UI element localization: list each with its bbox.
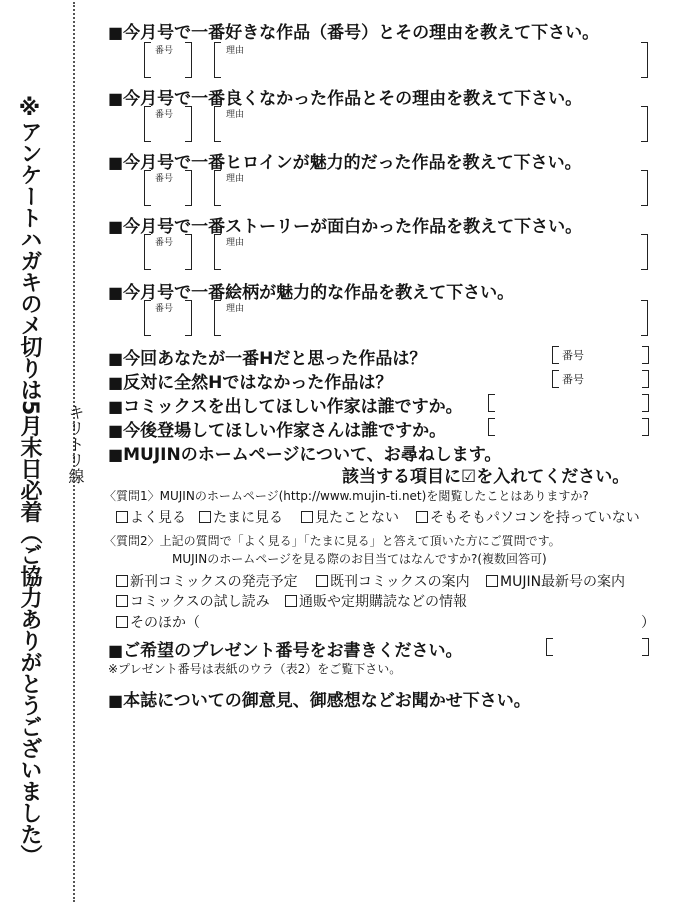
number-bracket-right: [185, 234, 192, 270]
reason-bracket-left: [214, 42, 221, 78]
survey-question-2-detail: MUJINのホームページを見る際のお目当てはなんですか?(複数回答可): [172, 552, 547, 566]
option-never[interactable]: 見たことない: [301, 507, 399, 527]
reason-bracket-left: [214, 300, 221, 336]
reason-bracket-right: [641, 106, 648, 142]
number-bracket-left: [144, 42, 151, 78]
checkbox[interactable]: [199, 511, 211, 523]
number-label: 番号: [562, 373, 584, 386]
reason-bracket-right: [641, 234, 648, 270]
option-latest-issue[interactable]: MUJIN最新号の案内: [486, 571, 625, 591]
survey-question-2: 〈質問2〉上記の質問で「よく見る」「たまに見る」と答えて頂いた方にご質問です。: [104, 534, 561, 548]
question-5: ■今月号で一番絵柄が魅力的な作品を教えて下さい。: [108, 283, 515, 303]
question-8: ■コミックスを出してほしい作家は誰ですか。: [108, 397, 463, 417]
question-10-instruction: 該当する項目に☑を入れてください。: [342, 467, 630, 487]
number-bracket-left: [552, 370, 559, 388]
number-bracket-right: [185, 300, 192, 336]
question-10: ■MUJINのホームページについて、お尋ねします。: [108, 445, 502, 465]
author-bracket-left: [488, 418, 495, 436]
question-7: ■反対に全然Hではなかった作品は？: [108, 373, 393, 393]
number-label: 番号: [155, 304, 174, 314]
number-label: 番号: [155, 110, 174, 120]
checkbox[interactable]: [301, 511, 313, 523]
number-label: 番号: [155, 46, 174, 56]
present-bracket-left: [546, 638, 553, 656]
number-label: 番号: [155, 174, 174, 184]
question-3: ■今月号で一番ヒロインが魅力的だった作品を教えて下さい。: [108, 153, 582, 173]
option-preview[interactable]: コミックスの試し読み: [116, 591, 270, 611]
author-bracket-right: [642, 394, 649, 412]
reason-bracket-right: [641, 170, 648, 206]
deadline-note: ※アンケートハガキのメ切りは5月末日必着（ご協力ありがとうございました）: [17, 96, 42, 867]
checkbox[interactable]: [316, 575, 328, 587]
option-often[interactable]: よく見る: [116, 507, 186, 527]
number-bracket-right: [185, 170, 192, 206]
number-bracket-left: [144, 170, 151, 206]
option-existing-comics[interactable]: 既刊コミックスの案内: [316, 571, 470, 591]
checkbox[interactable]: [416, 511, 428, 523]
reason-bracket-left: [214, 170, 221, 206]
checkbox[interactable]: [116, 595, 128, 607]
reason-label: 理由: [226, 238, 245, 248]
other-close-paren: ）: [641, 615, 655, 631]
number-label: 番号: [562, 349, 584, 362]
option-no-pc[interactable]: そもそもパソコンを持っていない: [416, 507, 640, 527]
checkbox[interactable]: [486, 575, 498, 587]
reason-bracket-left: [214, 234, 221, 270]
reason-label: 理由: [226, 110, 245, 120]
survey-question-1: 〈質問1〉MUJINのホームページ(http://www.mujin-ti.net)を閲覧したことはありますか?: [104, 489, 589, 503]
number-bracket-left: [144, 300, 151, 336]
present-bracket-right: [642, 638, 649, 656]
option-new-comics[interactable]: 新刊コミックスの発売予定: [116, 571, 298, 591]
reason-bracket-left: [214, 106, 221, 142]
reason-label: 理由: [226, 304, 245, 314]
number-bracket-right: [642, 346, 649, 364]
number-bracket-right: [642, 370, 649, 388]
checkbox[interactable]: [116, 511, 128, 523]
number-bracket-left: [552, 346, 559, 364]
reason-label: 理由: [226, 46, 245, 56]
number-bracket-right: [185, 106, 192, 142]
question-1: ■今月号で一番好きな作品（番号）とその理由を教えて下さい。: [108, 23, 600, 43]
question-2: ■今月号で一番良くなかった作品とその理由を教えて下さい。: [108, 89, 583, 109]
option-sometimes[interactable]: たまに見る: [199, 507, 283, 527]
question-9: ■今後登場してほしい作家さんは誰ですか。: [108, 421, 447, 441]
opinion-question: ■本誌についての御意見、御感想などお聞かせ下さい。: [108, 691, 531, 711]
present-note: ※プレゼント番号は表紙のウラ（表2）をご覧下さい。: [108, 662, 402, 676]
author-bracket-left: [488, 394, 495, 412]
option-mail-order[interactable]: 通販や定期購読などの情報: [285, 591, 467, 611]
reason-label: 理由: [226, 174, 245, 184]
number-bracket-right: [185, 42, 192, 78]
checkbox[interactable]: [285, 595, 297, 607]
question-4: ■今月号で一番ストーリーが面白かった作品を教えて下さい。: [108, 217, 583, 237]
author-bracket-right: [642, 418, 649, 436]
reason-bracket-right: [641, 300, 648, 336]
number-bracket-left: [144, 234, 151, 270]
number-bracket-left: [144, 106, 151, 142]
cut-line-label: キリトリ線: [66, 404, 85, 484]
present-question: ■ご希望のプレゼント番号をお書きください。: [108, 641, 463, 661]
question-6: ■今回あなたが一番Hだと思った作品は？: [108, 349, 427, 369]
number-label: 番号: [155, 238, 174, 248]
reason-bracket-right: [641, 42, 648, 78]
checkbox[interactable]: [116, 616, 128, 628]
option-other[interactable]: そのほか（: [116, 612, 200, 632]
checkbox[interactable]: [116, 575, 128, 587]
